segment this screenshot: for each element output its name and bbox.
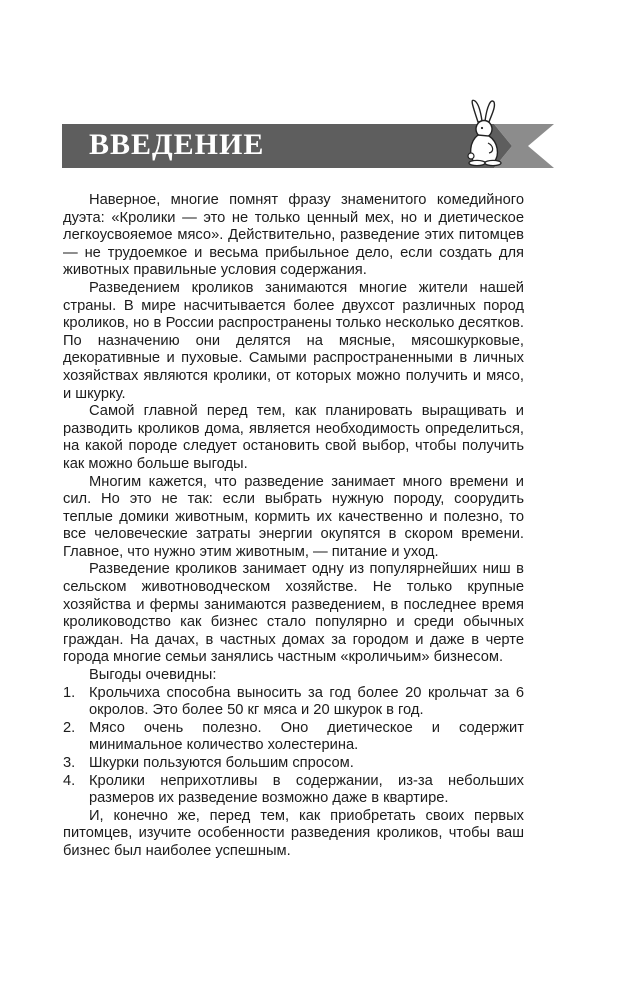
closing-paragraph: И, конечно же, перед тем, как приобретать своих первых питомцев, изучите особенности разведения кроликов, чтобы ваш бизнес был наиболее успешным. xyxy=(63,807,524,859)
list-item-text: Крольчиха способна выносить за год более 20 крольчат за 6 окролов. Это более 50 кг мяса и 20 шкурок в год. xyxy=(89,684,524,719)
list-item xyxy=(63,685,524,720)
paragraph: Многим кажется, что разведение занимает много времени и сил. Но это не так: если выбрать нужную породу, соорудить теплые домики животным, кормить их качественно и полезно, то все человеческие затраты энергии окупятся в скором времени. Главное, что нужно этим животным, — питание и уход. xyxy=(63,473,524,560)
list-number: 4. xyxy=(63,772,76,789)
list-item xyxy=(63,755,524,773)
list-number: 1. xyxy=(63,684,76,701)
paragraph: Самой главной перед тем, как планировать выращивать и разводить кроликов дома, является необходимость определиться, на какой породе следует остановить свой выбор, чтобы получить как можно больше выгоды. xyxy=(63,403,524,472)
chapter-title: ВВЕДЕНИЕ xyxy=(89,128,265,161)
list-item xyxy=(63,720,524,755)
paragraph: Разведение кроликов занимает одну из популярнейших ниш в сельском животноводческом хозяйстве. Не только крупные хозяйства и фермы занимаются разведением, в последнее время кролиководство как бизнес стало популярно и среди обычных граждан. На дачах, в частных домах за городом и даже в черте города многие семьи занялись частным «кроличьим» бизнесом. xyxy=(63,561,524,666)
list-item-text: Шкурки пользуются большим спросом. xyxy=(89,755,354,771)
paragraph: Выгоды очевидны: xyxy=(89,667,217,684)
list-item-text: Мясо очень полезно. Оно диетическое и содержит минимальное количество холестерина. xyxy=(89,719,524,754)
rabbit-icon xyxy=(458,98,510,168)
benefits-list xyxy=(63,685,524,808)
list-number: 3. xyxy=(63,755,76,771)
list-number: 2. xyxy=(63,719,76,736)
paragraph: Разведением кроликов занимаются многие жители нашей страны. В мире насчитывается более двухсот различных пород кроликов, но в России распространены только несколько десятков. По назначению они делятся на мясные, мясошкурковые, декоративные и пуховые. Самыми распространенными в личных хозяйствах являются кролики, от которых можно получить и мясо, и шкурку. xyxy=(63,279,524,402)
paragraph: Наверное, многие помнят фразу знаменитого комедийного дуэта: «Кролики — это не только ценный мех, но и диетическое легкоусвояемое мясо». Действительно, разведение этих питомцев — не трудоемкое и весьма прибыльное дело, если создать для животных правильные условия содержания. xyxy=(63,192,524,279)
body-text xyxy=(63,192,524,861)
list-item xyxy=(63,773,524,808)
list-item-text: Кролики неприхотливы в содержании, из-за небольших размеров их разведение возможно даже в квартире. xyxy=(89,772,524,807)
